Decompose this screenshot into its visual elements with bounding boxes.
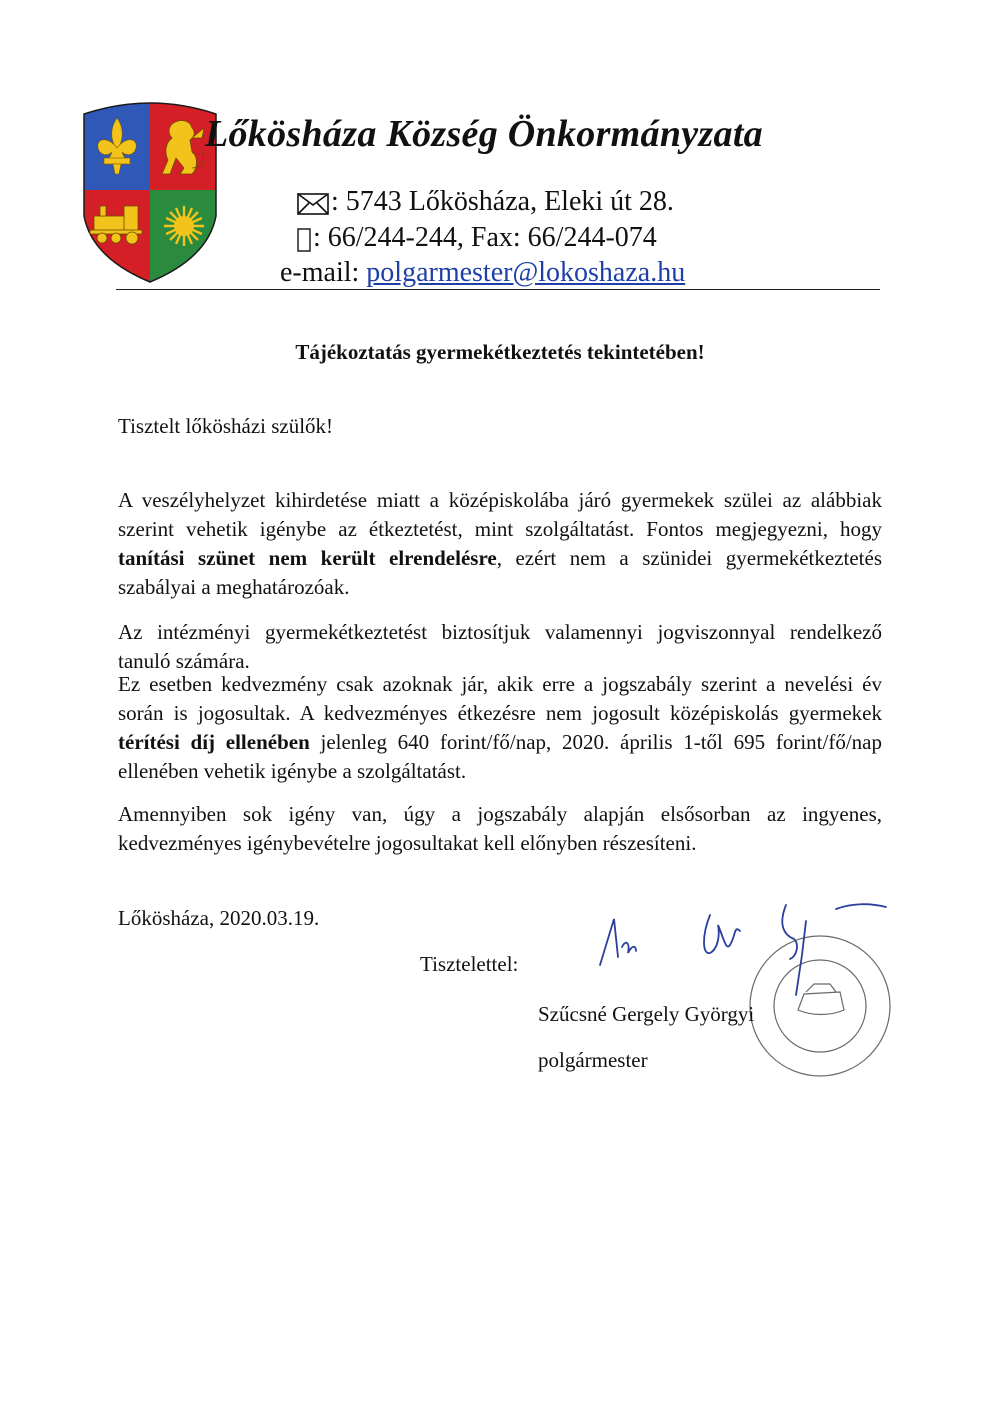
paragraph-3 [118,670,882,786]
signer-name: Szűcsné Gergely Györgyi [538,1002,755,1026]
phone-text: : 66/244-244, Fax: 66/244-074 [313,222,657,253]
paragraph-4: Amennyiben sok igény van, úgy a jogszabály alapján elsősorban az ingyenes, kedvezményes igénybevételre jogosultakat kell előnyben részesíteni. [118,802,882,855]
paragraph-1-text-b: , ezért nem a szünidei gyermekétkeztetés szabályai a meghatározóak. [118,546,883,599]
address-text: : 5743 Lőkösháza, Eleki út 28. [331,186,674,217]
email-link[interactable]: polgarmester@lokoshaza.hu [366,257,686,288]
salutation: Tisztelt lőkösházi szülők! [118,414,334,438]
paragraph-1-bold: tanítási szünet nem került elrendelésre [118,546,497,570]
contact-address [297,186,674,218]
paragraph-2: Az intézményi gyermekétkeztetést biztosítjuk valamennyi jogviszonnyal rendelkező tanuló számára. [118,620,882,673]
header-divider [116,289,880,290]
contact-email [280,257,685,289]
municipal-crest [80,98,220,284]
signer-title: polgármester [538,1048,648,1072]
date-line: Lőkösháza, 2020.03.19. [118,906,320,930]
document-title: Tájékoztatás gyermekétkeztetés tekintetében! [295,340,705,364]
contact-phone [297,222,657,254]
paragraph-3-bold: térítési díj ellenében [118,730,310,754]
organization-name: Lőkösháza Község Önkormányzata [205,113,763,155]
phone-icon [297,228,311,252]
email-label: e-mail: [280,257,367,288]
paragraph-1 [118,486,882,602]
closing-phrase: Tisztelettel: [420,952,519,976]
official-stamp [740,930,900,1080]
paragraph-1-text-a: A veszélyhelyzet kihirdetése miatt a középiskolába járó gyermekek szülei az alábbiak szerint vehetik igénybe az étkeztetést, mint szolgáltatást. Fontos megjegyezni, hogy [118,488,882,541]
paragraph-3-text-a: Ez esetben kedvezmény csak azoknak jár, akik erre a jogszabály szerint a nevelési év során is jogosultak. A kedvezményes étkezésre nem jogosult középiskolás gyermekek [118,672,882,725]
sun-icon [164,206,204,246]
envelope-icon [297,193,329,215]
paragraph-3-text-b: jelenleg 640 forint/fő/nap, 2020. április 1-től 695 forint/fő/nap ellenében vehetik igénybe a szolgáltatást. [118,730,882,783]
